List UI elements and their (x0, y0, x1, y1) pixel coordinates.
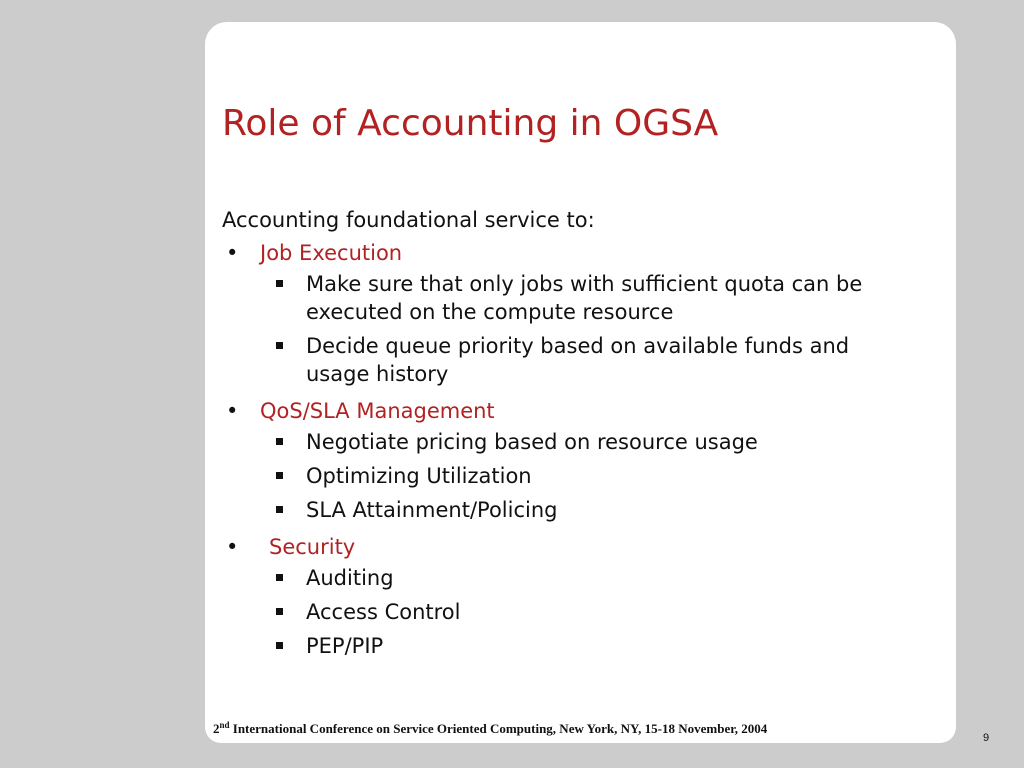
sub-bullet (306, 598, 916, 626)
bullet-list (222, 236, 922, 666)
footer-ordinal-suffix: nd (219, 720, 230, 730)
intro-text: Accounting foundational service to: (222, 208, 595, 232)
bullet-dot-icon: • (226, 241, 239, 265)
sub-bullet-text: SLA Attainment/Policing (306, 498, 558, 522)
sub-bullet-text: Make sure that only jobs with sufficient quota can be executed on the compute resource (306, 272, 863, 324)
bullet-qos-sla-management (222, 394, 922, 428)
sub-bullet-text: Negotiate pricing based on resource usage (306, 430, 758, 454)
sub-bullet-text: Access Control (306, 600, 461, 624)
square-bullet-icon (276, 642, 283, 649)
bullet-label: QoS/SLA Management (260, 399, 495, 423)
square-bullet-icon (276, 608, 283, 615)
square-bullet-icon (276, 280, 283, 287)
slide-title: Role of Accounting in OGSA (222, 103, 719, 144)
page-number: 9 (983, 732, 990, 744)
bullet-label: Security (269, 535, 356, 559)
sub-bullet-text: PEP/PIP (306, 634, 384, 658)
sub-bullet-text: Decide queue priority based on available funds and usage history (306, 334, 850, 386)
sub-bullet (306, 428, 916, 456)
bullet-job-execution (222, 236, 922, 270)
square-bullet-icon (276, 342, 283, 349)
square-bullet-icon (276, 574, 283, 581)
footer-text: International Conference on Service Oriented Computing, New York, NY, 15-18 November, 2004 (229, 721, 768, 736)
sub-bullet-text: Optimizing Utilization (306, 464, 532, 488)
sub-bullet (306, 496, 916, 524)
bullet-dot-icon: • (226, 399, 239, 423)
sub-bullet (306, 462, 916, 490)
bullet-dot-icon: • (226, 535, 239, 559)
bullet-label: Job Execution (260, 241, 403, 265)
bullet-security (222, 530, 922, 564)
sub-bullet (306, 564, 916, 592)
sub-bullet-text: Auditing (306, 566, 394, 590)
sub-bullet (306, 632, 916, 660)
square-bullet-icon (276, 438, 283, 445)
square-bullet-icon (276, 472, 283, 479)
square-bullet-icon (276, 506, 283, 513)
sub-bullet (306, 332, 916, 388)
footer-conference-text (213, 719, 767, 739)
footer-ordinal: 2 (213, 721, 220, 736)
sub-bullet (306, 270, 916, 326)
